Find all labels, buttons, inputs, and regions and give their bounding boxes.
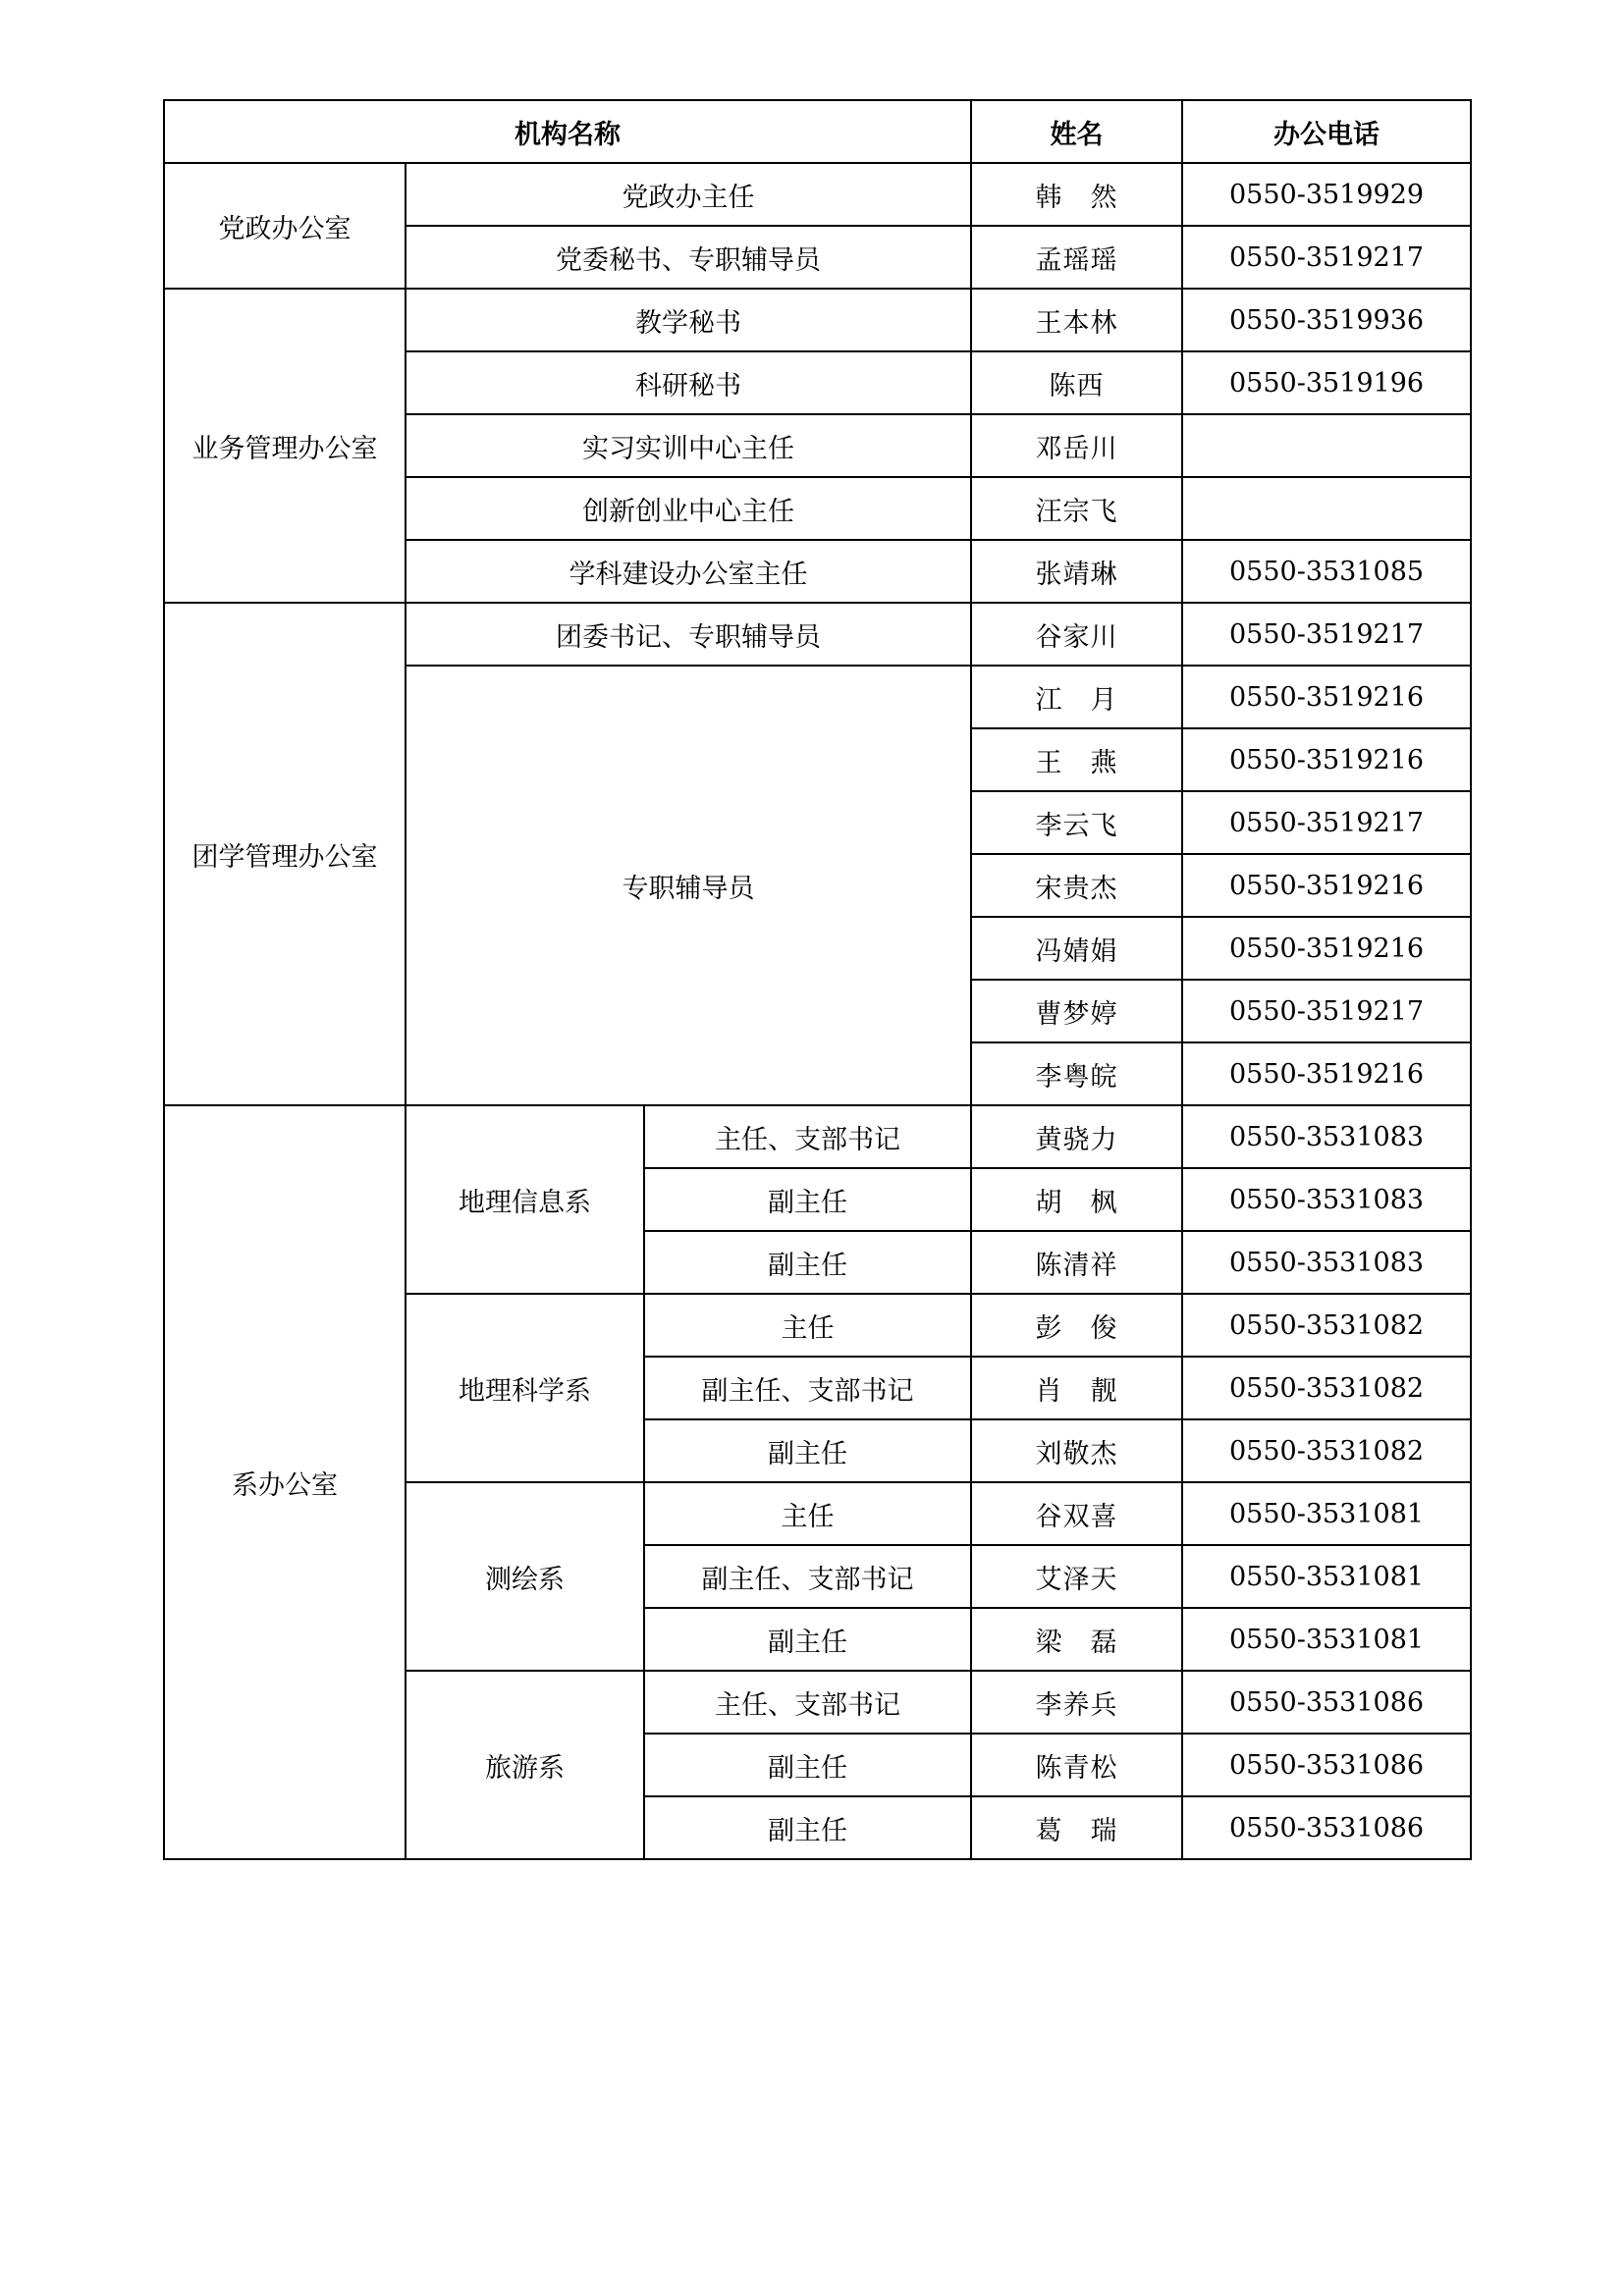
name-cell: 李养兵	[971, 1671, 1182, 1734]
name-cell: 宋贵杰	[971, 854, 1182, 917]
role-cell: 副主任、支部书记	[644, 1545, 971, 1608]
phone-cell: 0550-3519217	[1182, 226, 1471, 289]
header-name: 姓名	[971, 100, 1182, 163]
phone-cell: 0550-3519196	[1182, 351, 1471, 414]
table-row	[164, 603, 1471, 666]
role-cell: 副主任	[644, 1231, 971, 1294]
role-cell: 党委秘书、专职辅导员	[406, 226, 971, 289]
name-cell: 李粤皖	[971, 1042, 1182, 1105]
phone-cell	[1182, 414, 1471, 477]
staff-directory-table	[163, 99, 1472, 1860]
phone-cell: 0550-3531082	[1182, 1419, 1471, 1482]
name-cell: 韩 然	[971, 163, 1182, 226]
phone-cell: 0550-3519216	[1182, 854, 1471, 917]
role-cell: 副主任	[644, 1419, 971, 1482]
phone-cell: 0550-3531083	[1182, 1105, 1471, 1168]
phone-cell: 0550-3531081	[1182, 1545, 1471, 1608]
name-cell: 张靖琳	[971, 540, 1182, 603]
name-cell: 孟瑶瑶	[971, 226, 1182, 289]
phone-cell: 0550-3519216	[1182, 1042, 1471, 1105]
header-phone: 办公电话	[1182, 100, 1471, 163]
role-cell: 主任、支部书记	[644, 1671, 971, 1734]
phone-cell: 0550-3531081	[1182, 1482, 1471, 1545]
phone-cell: 0550-3519929	[1182, 163, 1471, 226]
role-cell: 副主任	[644, 1734, 971, 1796]
role-cell: 主任	[644, 1482, 971, 1545]
role-cell: 主任、支部书记	[644, 1105, 971, 1168]
role-cell: 主任	[644, 1294, 971, 1357]
name-cell: 汪宗飞	[971, 477, 1182, 540]
role-cell: 创新创业中心主任	[406, 477, 971, 540]
phone-cell: 0550-3519217	[1182, 603, 1471, 666]
phone-cell	[1182, 477, 1471, 540]
role-cell: 团委书记、专职辅导员	[406, 603, 971, 666]
role-cell: 副主任	[644, 1168, 971, 1231]
role-cell: 科研秘书	[406, 351, 971, 414]
table-row	[164, 289, 1471, 351]
name-cell: 肖 靓	[971, 1357, 1182, 1419]
name-cell: 陈西	[971, 351, 1182, 414]
phone-cell: 0550-3531082	[1182, 1294, 1471, 1357]
name-cell: 胡 枫	[971, 1168, 1182, 1231]
dept-label: 地理信息系	[406, 1105, 644, 1294]
name-cell: 刘敬杰	[971, 1419, 1182, 1482]
dept-label: 地理科学系	[406, 1294, 644, 1482]
phone-cell: 0550-3519217	[1182, 791, 1471, 854]
dept-label: 测绘系	[406, 1482, 644, 1671]
phone-cell: 0550-3531083	[1182, 1168, 1471, 1231]
name-cell: 谷双喜	[971, 1482, 1182, 1545]
phone-cell: 0550-3531083	[1182, 1231, 1471, 1294]
role-cell: 实习实训中心主任	[406, 414, 971, 477]
name-cell: 黄骁力	[971, 1105, 1182, 1168]
phone-cell: 0550-3531086	[1182, 1796, 1471, 1859]
name-cell: 曹梦婷	[971, 980, 1182, 1042]
name-cell: 彭 俊	[971, 1294, 1182, 1357]
role-cell: 专职辅导员	[406, 666, 971, 1105]
name-cell: 陈清祥	[971, 1231, 1182, 1294]
office-label: 党政办公室	[164, 163, 406, 289]
phone-cell: 0550-3519216	[1182, 917, 1471, 980]
name-cell: 江 月	[971, 666, 1182, 728]
phone-cell: 0550-3519216	[1182, 728, 1471, 791]
table-row	[164, 163, 1471, 226]
role-cell: 副主任	[644, 1608, 971, 1671]
name-cell: 王本林	[971, 289, 1182, 351]
role-cell: 副主任、支部书记	[644, 1357, 971, 1419]
name-cell: 葛 瑞	[971, 1796, 1182, 1859]
name-cell: 冯婧娟	[971, 917, 1182, 980]
phone-cell: 0550-3531086	[1182, 1671, 1471, 1734]
role-cell: 教学秘书	[406, 289, 971, 351]
office-label: 系办公室	[164, 1105, 406, 1859]
phone-cell: 0550-3531085	[1182, 540, 1471, 603]
office-label: 团学管理办公室	[164, 603, 406, 1105]
phone-cell: 0550-3531081	[1182, 1608, 1471, 1671]
name-cell: 王 燕	[971, 728, 1182, 791]
name-cell: 艾泽天	[971, 1545, 1182, 1608]
phone-cell: 0550-3519216	[1182, 666, 1471, 728]
name-cell: 邓岳川	[971, 414, 1182, 477]
name-cell: 梁 磊	[971, 1608, 1182, 1671]
table-row	[164, 1105, 1471, 1168]
phone-cell: 0550-3531086	[1182, 1734, 1471, 1796]
dept-label: 旅游系	[406, 1671, 644, 1859]
name-cell: 陈青松	[971, 1734, 1182, 1796]
phone-cell: 0550-3531082	[1182, 1357, 1471, 1419]
role-cell: 党政办主任	[406, 163, 971, 226]
phone-cell: 0550-3519936	[1182, 289, 1471, 351]
role-cell: 副主任	[644, 1796, 971, 1859]
role-cell: 学科建设办公室主任	[406, 540, 971, 603]
phone-cell: 0550-3519217	[1182, 980, 1471, 1042]
office-label: 业务管理办公室	[164, 289, 406, 603]
header-row	[164, 100, 1471, 163]
name-cell: 李云飞	[971, 791, 1182, 854]
name-cell: 谷家川	[971, 603, 1182, 666]
header-org: 机构名称	[164, 100, 971, 163]
